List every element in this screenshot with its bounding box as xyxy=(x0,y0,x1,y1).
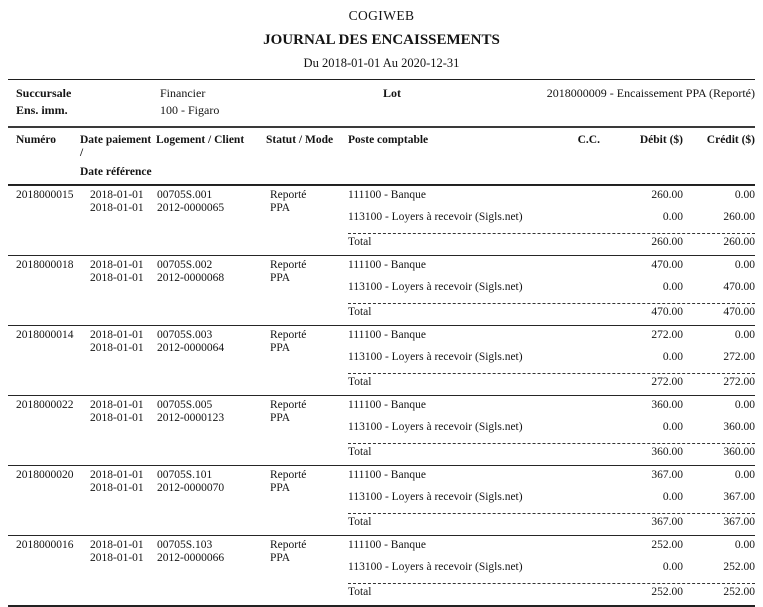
entry-logement-client xyxy=(156,539,266,602)
credit-value: 0.00 xyxy=(734,469,755,481)
report-info-band xyxy=(8,79,755,128)
debit-value: 367.00 xyxy=(651,469,683,481)
succursale-value: Financier xyxy=(160,86,206,100)
poste-comptable: 113100 - Loyers à recevoir (Sigls.net) xyxy=(348,561,523,573)
column-header-cc: C.C. xyxy=(577,134,600,146)
total-debit: 367.00 xyxy=(651,516,683,528)
total-label: Total xyxy=(348,586,372,598)
group-total-row xyxy=(348,303,755,322)
succursale-label: Succursale xyxy=(16,86,72,100)
poste-comptable: 113100 - Loyers à recevoir (Sigls.net) xyxy=(348,491,523,503)
column-header-statut-mode: Statut / Mode xyxy=(266,134,334,146)
credit-value: 0.00 xyxy=(734,539,755,551)
ledger-line xyxy=(348,421,755,443)
poste-comptable: 113100 - Loyers à recevoir (Sigls.net) xyxy=(348,211,523,223)
date-reference: 2018-01-01 xyxy=(90,482,144,494)
date-paiement: 2018-01-01 xyxy=(90,329,144,341)
debit-value: 272.00 xyxy=(651,329,683,341)
statut: Reporté xyxy=(270,469,307,481)
mode: PPA xyxy=(270,272,291,284)
column-header-numero: Numéro xyxy=(16,134,57,146)
total-credit: 252.00 xyxy=(723,586,755,598)
client: 2012-0000064 xyxy=(157,342,225,354)
logement: 00705S.101 xyxy=(157,469,213,481)
date-reference: 2018-01-01 xyxy=(90,272,144,284)
report-header xyxy=(8,0,755,79)
entry-logement-client xyxy=(156,469,266,532)
journal-entry-group xyxy=(8,185,755,255)
entry-dates xyxy=(80,259,156,322)
entry-ledger-lines xyxy=(348,329,755,392)
total-credit: 367.00 xyxy=(723,516,755,528)
date-paiement: 2018-01-01 xyxy=(90,539,144,551)
total-credit: 470.00 xyxy=(723,306,755,318)
logement: 00705S.005 xyxy=(157,399,213,411)
debit-value: 260.00 xyxy=(651,189,683,201)
mode: PPA xyxy=(270,412,291,424)
ledger-line xyxy=(348,539,755,561)
ledger-line xyxy=(348,259,755,281)
total-credit: 272.00 xyxy=(723,376,755,388)
total-debit: 252.00 xyxy=(651,586,683,598)
info-row-succursale-lot xyxy=(8,85,755,102)
date-reference: 2018-01-01 xyxy=(90,552,144,564)
entry-statut-mode xyxy=(266,469,348,532)
journal-entry-group xyxy=(8,535,755,605)
total-credit: 360.00 xyxy=(723,446,755,458)
entry-dates xyxy=(80,329,156,392)
ledger-line xyxy=(348,189,755,211)
journal-entry-group xyxy=(8,395,755,465)
poste-comptable: 111100 - Banque xyxy=(348,329,426,341)
column-header-debit: Débit ($) xyxy=(639,134,683,146)
ledger-line xyxy=(348,561,755,583)
ledger-line xyxy=(348,469,755,491)
entry-numero: 2018000015 xyxy=(16,189,74,201)
poste-comptable: 111100 - Banque xyxy=(348,189,426,201)
total-label: Total xyxy=(348,516,372,528)
entry-statut-mode xyxy=(266,329,348,392)
debit-value: 252.00 xyxy=(651,539,683,551)
total-label: Total xyxy=(348,376,372,388)
company-name: COGIWEB xyxy=(348,8,415,23)
credit-value: 0.00 xyxy=(734,189,755,201)
mode: PPA xyxy=(270,552,291,564)
poste-comptable: 111100 - Banque xyxy=(348,259,426,271)
entry-numero: 2018000014 xyxy=(16,329,74,341)
debit-value: 470.00 xyxy=(651,259,683,271)
ledger-line xyxy=(348,281,755,303)
credit-value: 360.00 xyxy=(723,421,755,433)
date-paiement: 2018-01-01 xyxy=(90,399,144,411)
statut: Reporté xyxy=(270,399,307,411)
info-row-ens-imm xyxy=(8,102,755,119)
journal-entry-group xyxy=(8,325,755,395)
entry-statut-mode xyxy=(266,189,348,252)
lot-label: Lot xyxy=(383,86,401,100)
ledger-line xyxy=(348,491,755,513)
statut: Reporté xyxy=(270,539,307,551)
logement: 00705S.001 xyxy=(157,189,213,201)
date-reference: 2018-01-01 xyxy=(90,342,144,354)
debit-value: 0.00 xyxy=(662,351,683,363)
mode: PPA xyxy=(270,482,291,494)
credit-value: 252.00 xyxy=(723,561,755,573)
credit-value: 272.00 xyxy=(723,351,755,363)
total-label: Total xyxy=(348,236,372,248)
debit-value: 0.00 xyxy=(662,491,683,503)
entry-ledger-lines xyxy=(348,469,755,532)
credit-value: 0.00 xyxy=(734,329,755,341)
column-header-credit: Crédit ($) xyxy=(706,134,755,146)
client: 2012-0000065 xyxy=(157,202,225,214)
group-total-row xyxy=(348,373,755,392)
poste-comptable: 111100 - Banque xyxy=(348,399,426,411)
credit-value: 367.00 xyxy=(723,491,755,503)
entry-numero: 2018000022 xyxy=(16,399,74,411)
debit-value: 0.00 xyxy=(662,281,683,293)
date-reference: 2018-01-01 xyxy=(90,412,144,424)
statut: Reporté xyxy=(270,189,307,201)
entry-dates xyxy=(80,399,156,462)
logement: 00705S.002 xyxy=(157,259,213,271)
credit-value: 0.00 xyxy=(734,259,755,271)
entry-dates xyxy=(80,539,156,602)
date-paiement: 2018-01-01 xyxy=(90,189,144,201)
statut: Reporté xyxy=(270,259,307,271)
mode: PPA xyxy=(270,342,291,354)
ledger-line xyxy=(348,351,755,373)
total-debit: 260.00 xyxy=(651,236,683,248)
debit-value: 0.00 xyxy=(662,211,683,223)
column-header-dates: Date paiement / Date référence xyxy=(80,134,152,178)
group-total-row xyxy=(348,513,755,532)
ens-imm-value: 100 - Figaro xyxy=(160,103,220,117)
report-title: JOURNAL DES ENCAISSEMENTS xyxy=(263,32,500,48)
ledger-line xyxy=(348,329,755,351)
entry-logement-client xyxy=(156,329,266,392)
entry-ledger-lines xyxy=(348,399,755,462)
lot-value: 2018000009 - Encaissement PPA (Reporté) xyxy=(546,86,755,100)
date-reference: 2018-01-01 xyxy=(90,202,144,214)
entry-numero: 2018000016 xyxy=(16,539,74,551)
debit-value: 0.00 xyxy=(662,561,683,573)
group-total-row xyxy=(348,443,755,462)
entry-logement-client xyxy=(156,399,266,462)
entry-statut-mode xyxy=(266,259,348,322)
entry-numero: 2018000018 xyxy=(16,259,74,271)
client: 2012-0000123 xyxy=(157,412,225,424)
group-total-row xyxy=(348,233,755,252)
journal-entry-group xyxy=(8,255,755,325)
client: 2012-0000070 xyxy=(157,482,225,494)
column-headers-right xyxy=(348,134,755,179)
entry-logement-client xyxy=(156,259,266,322)
column-header-poste-comptable: Poste comptable xyxy=(348,134,429,146)
logement: 00705S.003 xyxy=(157,329,213,341)
date-paiement: 2018-01-01 xyxy=(90,259,144,271)
credit-value: 470.00 xyxy=(723,281,755,293)
credit-value: 0.00 xyxy=(734,399,755,411)
total-debit: 360.00 xyxy=(651,446,683,458)
logement: 00705S.103 xyxy=(157,539,213,551)
journal-entry-group xyxy=(8,465,755,535)
table-header-row xyxy=(8,128,755,185)
journal-groups xyxy=(8,185,755,605)
poste-comptable: 113100 - Loyers à recevoir (Sigls.net) xyxy=(348,351,523,363)
ledger-line xyxy=(348,399,755,421)
ledger-line xyxy=(348,211,755,233)
debit-value: 360.00 xyxy=(651,399,683,411)
poste-comptable: 111100 - Banque xyxy=(348,539,426,551)
entry-statut-mode xyxy=(266,399,348,462)
total-label: Total xyxy=(348,446,372,458)
mode: PPA xyxy=(270,202,291,214)
total-credit: 260.00 xyxy=(723,236,755,248)
date-paiement: 2018-01-01 xyxy=(90,469,144,481)
entry-statut-mode xyxy=(266,539,348,602)
total-label: Total xyxy=(348,306,372,318)
poste-comptable: 111100 - Banque xyxy=(348,469,426,481)
statut: Reporté xyxy=(270,329,307,341)
total-debit: 470.00 xyxy=(651,306,683,318)
report-period: Du 2018-01-01 Au 2020-12-31 xyxy=(303,56,460,70)
client: 2012-0000066 xyxy=(157,552,225,564)
poste-comptable: 113100 - Loyers à recevoir (Sigls.net) xyxy=(348,421,523,433)
entry-ledger-lines xyxy=(348,539,755,602)
entry-ledger-lines xyxy=(348,259,755,322)
entry-ledger-lines xyxy=(348,189,755,252)
entry-dates xyxy=(80,469,156,532)
entry-numero: 2018000020 xyxy=(16,469,74,481)
total-debit: 272.00 xyxy=(651,376,683,388)
column-header-logement-client: Logement / Client xyxy=(156,134,245,146)
credit-value: 260.00 xyxy=(723,211,755,223)
entry-dates xyxy=(80,189,156,252)
client: 2012-0000068 xyxy=(157,272,225,284)
debit-value: 0.00 xyxy=(662,421,683,433)
entry-logement-client xyxy=(156,189,266,252)
poste-comptable: 113100 - Loyers à recevoir (Sigls.net) xyxy=(348,281,523,293)
ens-imm-label: Ens. imm. xyxy=(16,103,68,117)
